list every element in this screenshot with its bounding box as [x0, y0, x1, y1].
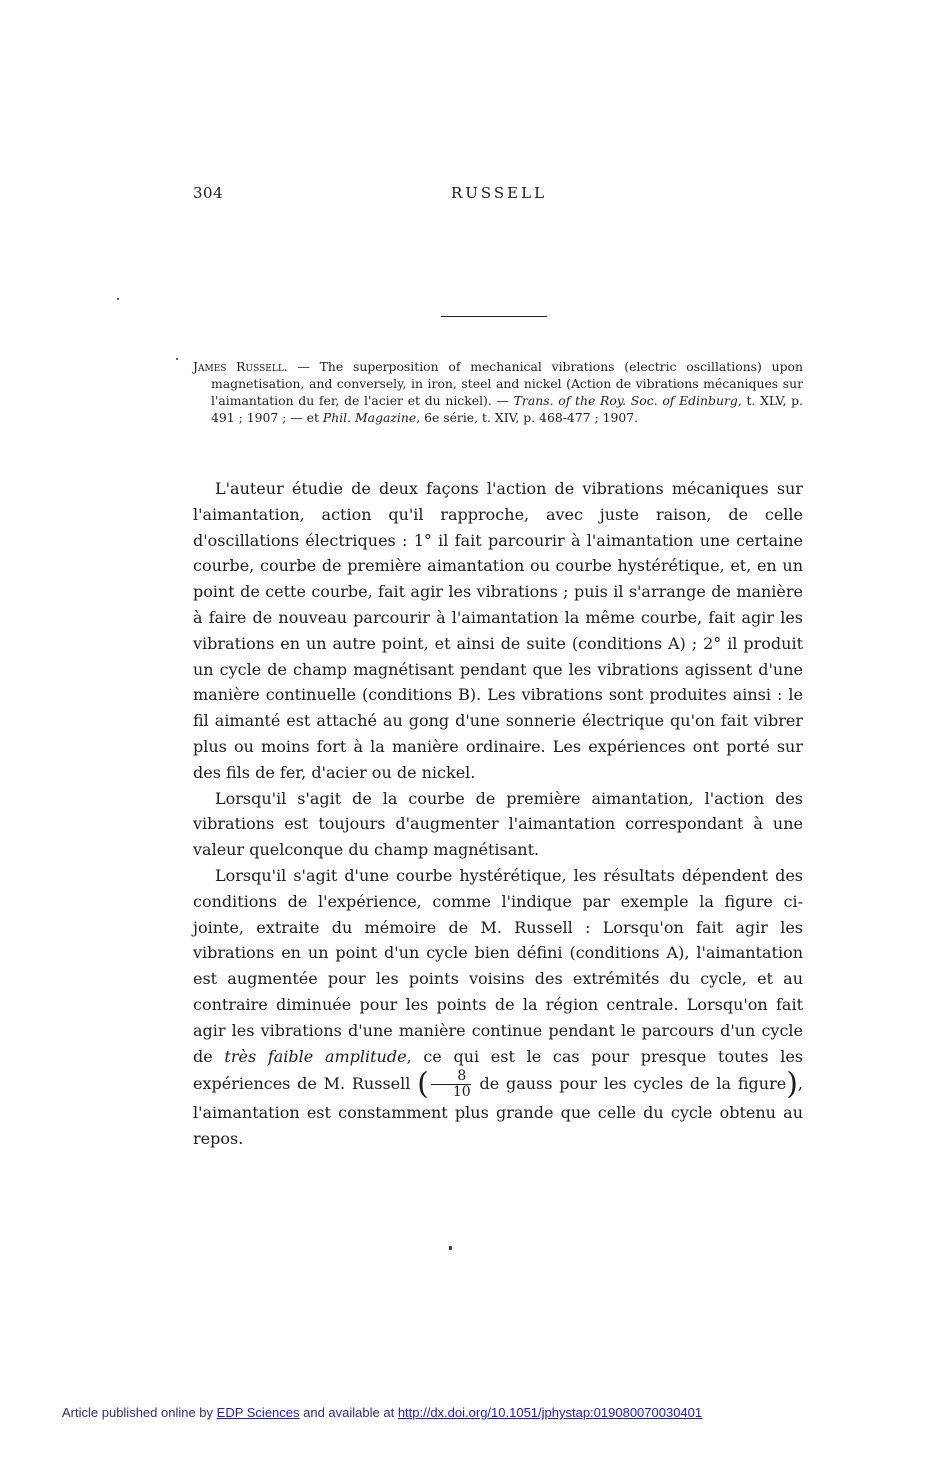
- publication-footer: [62, 1405, 882, 1420]
- page-number: 304: [193, 184, 224, 202]
- footer-middle: and available at: [299, 1405, 398, 1420]
- fraction: [431, 1069, 471, 1100]
- scan-speck: [117, 298, 119, 300]
- page-header: [193, 184, 805, 208]
- paragraph-3: Lorsqu'il s'agit d'une courbe hystérétique, les résultats dépendent des conditions de l'expérience, comme l'indique par exemple la figure ci-jointe, extraite du mémoire de M. Russell : Lorsqu'on fait agir les vibrations en un point d'un cycle bien défini (conditions A), l'aimantation est augmentée pour les points voisins des extrémités du cycle, et au contraire diminuée pour les points de la région centrale. Lorsqu'on fait agir les vibrations d'une manière continue pendant le parcours d'un cycle de très faible amplitude, ce qui est le cas pour presque toutes les expériences de M. Russell ( $\frac{8}{10}$ de gauss pour les cycles de la figure), l'aimantation est constamment plus grande que celle du cycle obtenu au repos.: [193, 865, 804, 1149]
- scan-speck: [176, 358, 178, 360]
- bibliographic-reference: [193, 358, 803, 426]
- scan-speck: [449, 1246, 452, 1250]
- reference-journal-2: Phil. Magazine: [322, 410, 417, 425]
- paragraph-3-text-d: , l'aimantation est constamment plus grande que celle du cycle obtenu au repos.: [193, 1074, 803, 1149]
- reference-journal-1: Trans. of the Roy. Soc. of Edinburg: [513, 393, 738, 408]
- article-body: [193, 476, 803, 1152]
- reference-text-2: , t. XLV, p. 491 ; 1907 ; — et: [211, 393, 803, 425]
- reference-text-1: — The superposition of mechanical vibrations (electric oscillations) upon magnetisation, and conversely, in iron, steel and nickel (Action de vibrations mécaniques sur l'aimantation du fer, de l'acier et du nickel). —: [211, 359, 803, 408]
- reference-author: James Russell.: [193, 359, 288, 374]
- fraction-denominator: 10: [452, 1084, 471, 1101]
- fraction-numerator: 8: [431, 1069, 471, 1085]
- paragraph-3-italic: très faible amplitude: [224, 1046, 407, 1066]
- paragraph-2: Lorsqu'il s'agit de la courbe de première aimantation, l'action des vibrations est toujours d'augmenter l'aimantation correspondant à une valeur quelconque du champ magnétisant.: [193, 788, 803, 860]
- reference-entry: [193, 358, 803, 426]
- doi-link[interactable]: http://dx.doi.org/10.1051/jphystap:019080070030401: [397, 1405, 703, 1420]
- edp-sciences-link[interactable]: EDP Sciences: [216, 1405, 300, 1420]
- running-head: RUSSELL: [450, 184, 548, 202]
- paragraph-1: L'auteur étudie de deux façons l'action de vibrations mécaniques sur l'aimantation, action qu'il rapproche, avec juste raison, de celle d'oscillations électriques : 1° il fait parcourir à l'aimantation une certaine courbe, courbe de première aimantation ou courbe hystérétique, et, en un point de cette courbe, fait agir les vibrations ; puis il s'arrange de manière à faire de nouveau parcourir à l'aimantation la même courbe, fait agir les vibrations en un autre point, et ainsi de suite (conditions A) ; 2° il produit un cycle de champ magnétisant pendant que les vibrations agissent d'une manière continuelle (conditions B). Les vibrations sont produites ainsi : le fil aimanté est attaché au gong d'une sonnerie électrique qu'on fait vibrer plus ou moins fort à la manière ordinaire. Les expériences ont porté sur des fils de fer, d'acier ou de nickel.: [193, 479, 803, 782]
- paragraph-3-text-b: , ce qui est le cas pour presque toutes les expériences de M. Russell: [193, 1046, 804, 1094]
- paragraph-3-text-c: de gauss pour les cycles de la figure: [472, 1074, 787, 1094]
- paragraph-3-text-a: Lorsqu'il s'agit d'une courbe hystérétique, les résultats dépendent des conditions de l'expérience, comme l'indique par exemple la figure ci-jointe, extraite du mémoire de M. Russell : Lorsqu'on fait agir les vibrations en un point d'un cycle bien défini (conditions A), l'aimantation est augmentée pour les points voisins des extrémités du cycle, et au contraire diminuée pour les points de la région centrale. Lorsqu'on fait agir les vibrations d'une manière continue pendant le parcours d'un cycle de: [193, 865, 803, 1066]
- section-rule: [441, 316, 547, 317]
- reference-text-3: , 6e série, t. XIV, p. 468-477 ; 1907.: [416, 410, 639, 425]
- footer-prefix: Article published online by: [62, 1405, 217, 1420]
